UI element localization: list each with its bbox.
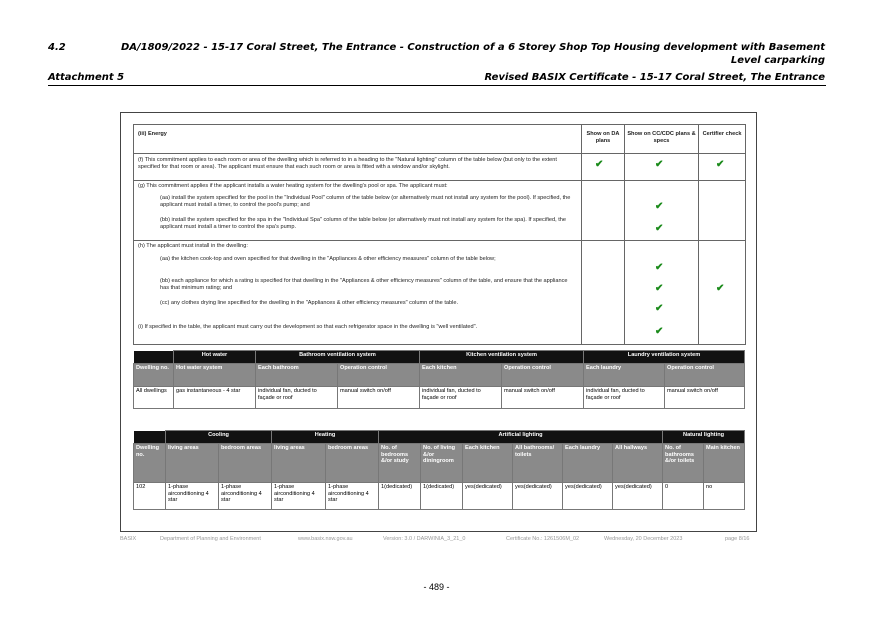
table-cell: individual fan, ducted to façade or roof	[420, 387, 502, 409]
column-header: Dwelling no.	[134, 364, 174, 387]
footer-version: Version: 3.0 / DARWINIA_3_21_0	[383, 536, 466, 542]
commitment-g-aa: (aa) install the system specified for the pool in the "Individual Pool" column of the table below (or alternatively must not install any system for the pool). If specified, the applicant must install a timer, to control the pool's pump; and	[160, 195, 571, 208]
page-number: - 489 -	[423, 582, 450, 592]
footer-date: Wednesday, 20 December 2023	[604, 536, 683, 542]
footer-certificate-number: Certificate No.: 1261506M_02	[506, 536, 580, 542]
table-cell: manual switch on/off	[665, 387, 745, 409]
group-kitchen-ventilation: Kitchen ventilation system	[420, 351, 584, 364]
ventilation-table	[133, 350, 745, 409]
column-header: Each kitchen	[420, 364, 502, 387]
commitment-h-cc: (cc) any clothes drying line specified for the dwelling in the "Appliances & other efficiency measures" column of the table.	[160, 300, 459, 306]
commitment-g: (g) This commitment applies if the applicant installs a water heating system for the dwelling's pool or spa. The applicant must:	[138, 183, 448, 189]
table-cell: manual switch on/off	[338, 387, 420, 409]
table-cell: individual fan, ducted to façade or roof	[584, 387, 665, 409]
table-row	[134, 387, 745, 409]
group-heating: Heating	[272, 431, 379, 444]
col-certifier-check: Certifier check	[702, 131, 742, 137]
column-header: Dwelling no.	[134, 444, 166, 483]
table-cell: 1-phase airconditioning 4 star	[326, 483, 379, 510]
column-header: Hot water system	[174, 364, 256, 387]
col-show-on-da: Show on DA plans	[586, 131, 620, 144]
table-cell: 1(dedicated)	[421, 483, 463, 510]
table-cell: gas instantaneous - 4 star	[174, 387, 256, 409]
document-title	[121, 42, 825, 66]
check-icon: ✔	[716, 283, 725, 294]
check-icon: ✔	[655, 159, 664, 170]
group-hot-water: Hot water	[174, 351, 256, 364]
attachment-label: Attachment 5	[48, 72, 125, 83]
column-header: Each laundry	[563, 444, 613, 483]
footer-url: www.basix.nsw.gov.au	[298, 536, 353, 542]
table-cell: 0	[663, 483, 704, 510]
group-cooling: Cooling	[166, 431, 272, 444]
attachment-subtitle: Revised BASIX Certificate - 15-17 Coral Street, The Entrance	[484, 72, 825, 83]
document-title-line2: Level carparking	[730, 55, 825, 66]
column-header: Each bathroom	[256, 364, 338, 387]
item-number: 4.2	[48, 42, 66, 53]
check-icon: ✔	[655, 201, 664, 212]
table-cell: 1-phase airconditioning 4 star	[272, 483, 326, 510]
column-header: Each laundry	[584, 364, 665, 387]
group-laundry-ventilation: Laundry ventilation system	[584, 351, 745, 364]
footer-basix: BASIX	[120, 536, 137, 542]
column-header: Each kitchen	[463, 444, 513, 483]
column-header: All bathrooms/ toilets	[513, 444, 563, 483]
check-icon: ✔	[655, 262, 664, 273]
commitment-h: (h) The applicant must install in the dwelling:	[138, 243, 248, 249]
group-natural-lighting: Natural lighting	[663, 431, 745, 444]
energy-section-title: (iii) Energy	[138, 131, 167, 137]
column-header: bedroom areas	[326, 444, 379, 483]
column-header: Main kitchen	[704, 444, 745, 483]
table-cell: yes(dedicated)	[513, 483, 563, 510]
column-header: Operation control	[502, 364, 584, 387]
column-header: bedroom areas	[219, 444, 272, 483]
commitment-f: (f) This commitment applies to each room or area of the dwelling which is referred to in a heading to the "Natural lighting" column of the table below (but only to the extent specified for that room or area). The applicant must ensure that each such room or area is fitted with a window and/or skylight.	[138, 157, 557, 170]
footer-page: page 8/16	[725, 536, 750, 542]
commitment-g-bb: (bb) install the system specified for the spa in the "Individual Spa" column of the table below (or alternatively must not install any system for the spa). If specified, the applicant must install a timer to control the spa's pump.	[160, 217, 566, 230]
energy-row-g	[134, 180, 745, 240]
energy-row-f	[134, 153, 745, 180]
energy-header-row	[134, 125, 745, 153]
table-cell: manual switch on/off	[502, 387, 584, 409]
check-icon: ✔	[595, 159, 604, 170]
column-header: living areas	[272, 444, 326, 483]
check-icon: ✔	[655, 326, 664, 337]
table-cell: 1(dedicated)	[379, 483, 421, 510]
table-cell: 1-phase airconditioning 4 star	[219, 483, 272, 510]
table-cell: no	[704, 483, 745, 510]
lighting-table	[133, 430, 745, 510]
document-title-line1: DA/1809/2022 - 15-17 Coral Street, The Entrance - Construction of a 6 Storey Shop Top Housing development with Basement	[120, 42, 825, 53]
check-icon: ✔	[655, 303, 664, 314]
check-icon: ✔	[716, 159, 725, 170]
table-row	[134, 483, 745, 510]
table-cell: All dwellings	[134, 387, 174, 409]
energy-commitments-table	[133, 124, 746, 345]
column-header: No. of bedrooms &/or study	[379, 444, 421, 483]
footer-department: Department of Planning and Environment	[160, 536, 261, 542]
column-header: Operation control	[665, 364, 745, 387]
table-cell: 102	[134, 483, 166, 510]
table-cell: yes(dedicated)	[613, 483, 663, 510]
header-rule	[48, 85, 826, 86]
table-cell: 1-phase airconditioning 4 star	[166, 483, 219, 510]
col-show-on-cc: Show on CC/CDC plans & specs	[627, 131, 696, 144]
commitment-h-bb: (bb) each appliance for which a rating is specified for that dwelling in the "Appliances & other efficiency measures" column of the table, and ensure that the appliance has that minimum rating; and	[160, 278, 568, 291]
column-header: All hallways	[613, 444, 663, 483]
commitment-i: (i) If specified in the table, the applicant must carry out the development so that each refrigerator space in the dwelling is "well ventilated".	[138, 324, 478, 330]
table-cell: individual fan, ducted to façade or roof	[256, 387, 338, 409]
commitment-h-aa: (aa) the kitchen cook-top and oven specified for that dwelling in the "Appliances & other efficiency measures" column of the table below;	[160, 256, 496, 262]
column-header: No. of living &/or diningroom	[421, 444, 463, 483]
check-icon: ✔	[655, 283, 664, 294]
check-icon: ✔	[655, 223, 664, 234]
group-bathroom-ventilation: Bathroom ventilation system	[256, 351, 420, 364]
column-header: Operation control	[338, 364, 420, 387]
table-cell: yes(dedicated)	[463, 483, 513, 510]
column-header: No. of bathrooms &/or toilets	[663, 444, 704, 483]
group-artificial-lighting: Artificial lighting	[379, 431, 663, 444]
table-cell: yes(dedicated)	[563, 483, 613, 510]
energy-row-h-i	[134, 240, 745, 344]
column-header: living areas	[166, 444, 219, 483]
